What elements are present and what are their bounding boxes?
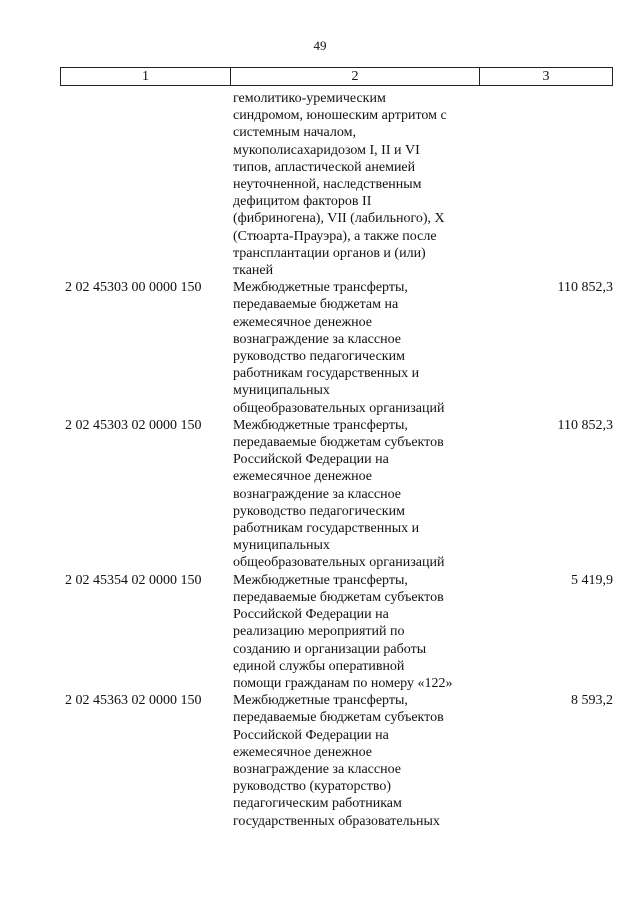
table-row bbox=[60, 572, 613, 692]
table-row bbox=[60, 417, 613, 572]
row-amount: 5 419,9 bbox=[571, 572, 613, 588]
row-description: Межбюджетные трансферты, передаваемые бюджетам субъектов Российской Федерации на ежемесячное денежное вознаграждение за классное руководство (кураторство) педагогическим работникам государственных образовательных bbox=[233, 693, 444, 829]
row-description: гемолитико-уремическим синдромом, юношеским артритом с системным началом, мукополисахаридозом I, II и VI типов, апластической анемией неуточненной, наследственным дефицитом факторов II (фибриногена), VII (лабильного), X (Стюарта-Прауэра), а также после трансплантации органов и (или) тканей bbox=[233, 91, 447, 279]
budget-code: 2 02 45303 02 0000 150 bbox=[65, 417, 202, 433]
row-amount: 8 593,2 bbox=[571, 693, 613, 709]
table-row bbox=[60, 279, 613, 417]
row-amount: 110 852,3 bbox=[557, 417, 613, 433]
table-header bbox=[60, 67, 613, 86]
table-row bbox=[60, 692, 613, 830]
row-amount: 110 852,3 bbox=[557, 280, 613, 296]
table-body bbox=[60, 90, 613, 830]
column-header-2: 2 bbox=[231, 68, 480, 85]
row-description: Межбюджетные трансферты, передаваемые бюджетам субъектов Российской Федерации на ежемесячное денежное вознаграждение за классное руководство педагогическим работникам государственных и муниципальных общеобразовательных организаций bbox=[233, 417, 445, 571]
row-description: Межбюджетные трансферты, передаваемые бюджетам на ежемесячное денежное вознаграждение за классное руководство педагогическим работникам государственных и муниципальных общеобразовательных организаций bbox=[233, 280, 445, 416]
page-number: 49 bbox=[313, 38, 327, 53]
budget-code: 2 02 45354 02 0000 150 bbox=[65, 572, 202, 588]
row-amount bbox=[479, 90, 613, 279]
budget-code: 2 02 45303 00 0000 150 bbox=[65, 280, 202, 296]
column-header-1: 1 bbox=[61, 68, 231, 85]
budget-code: 2 02 45363 02 0000 150 bbox=[65, 693, 202, 709]
budget-code bbox=[60, 90, 233, 279]
row-description: Межбюджетные трансферты, передаваемые бюджетам субъектов Российской Федерации на реализацию мероприятий по созданию и организации работы единой службы оперативной помощи гражданам по номеру «122» bbox=[233, 572, 453, 691]
table-row bbox=[60, 90, 613, 279]
column-header-3: 3 bbox=[542, 69, 550, 84]
